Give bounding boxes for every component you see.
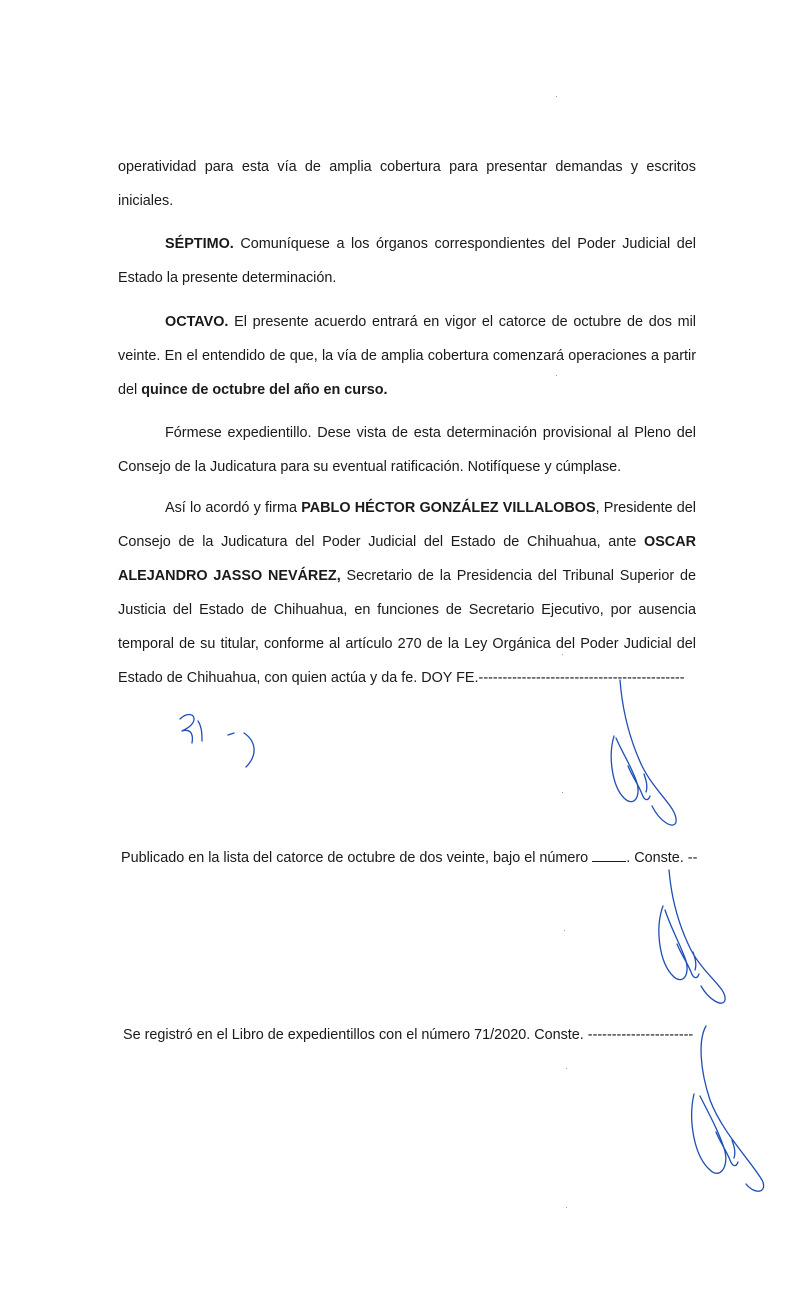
scan-speck: [564, 930, 565, 931]
publicado-text-b: . Conste. --: [626, 850, 698, 866]
publicado-number-blank: [592, 849, 626, 862]
handwritten-initials: [172, 705, 272, 775]
signature-2: [645, 866, 745, 1016]
firma-name-secretary: OSCAR ALEJANDRO JASSO NEVÁREZ,: [118, 534, 696, 584]
paragraph-octavo: [118, 305, 696, 407]
scan-speck: [562, 654, 563, 655]
paragraph-firma: [118, 491, 696, 695]
paragraph-formese: Fórmese expedientillo. Dese vista de esta determinación provisional al Pleno del Consejo de la Judicatura para su eventual ratificación. Notifíquese y cúmplase.: [118, 425, 696, 475]
scan-speck: [566, 1207, 567, 1208]
signature-3: [680, 1020, 780, 1200]
septimo-text: Comuníquese a los órganos correspondientes del Poder Judicial del Estado la presente determinación.: [118, 236, 696, 286]
firma-text-a: Así lo acordó y firma: [165, 500, 302, 516]
scan-speck: [556, 96, 557, 97]
publicado-text-a: Publicado en la lista del catorce de octubre de dos veinte, bajo el número: [121, 850, 593, 866]
firma-text-b: , Presidente del Consejo de la Judicatura del Poder Judicial del Estado de Chihuahua, ante: [118, 500, 696, 550]
scan-speck: [562, 792, 563, 793]
paragraph-septimo: [118, 227, 696, 295]
octavo-bold-date: quince de octubre del año en curso.: [141, 382, 388, 398]
scan-speck: [566, 1068, 567, 1069]
paragraph-continuation: operatividad para esta vía de amplia cobertura para presentar demandas y escritos iniciales.: [118, 159, 696, 209]
octavo-label: OCTAVO.: [165, 314, 229, 330]
scan-speck: [556, 375, 557, 376]
registro-line: Se registró en el Libro de expedientillos con el número 71/2020. Conste. ----------------------: [123, 1027, 694, 1043]
octavo-text: El presente acuerdo entrará en vigor el catorce de octubre de dos mil veinte. En el entendido de que, la vía de amplia cobertura comenzará operaciones a partir del: [118, 314, 696, 398]
firma-name-president: PABLO HÉCTOR GONZÁLEZ VILLALOBOS: [301, 500, 596, 516]
septimo-label: SÉPTIMO.: [165, 236, 234, 252]
signature-1: [598, 676, 698, 836]
publicado-line: [121, 841, 699, 875]
firma-text-c: Secretario de la Presidencia del Tribunal Superior de Justicia del Estado de Chihuahua, en funciones de Secretario Ejecutivo, por ausencia temporal de su titular, conforme al artículo 270 de la Ley Orgánica del Poder Judicial del Estado de Chihuahua, con quien actúa y da fe. DOY FE.-------------------------------------------: [118, 568, 696, 686]
